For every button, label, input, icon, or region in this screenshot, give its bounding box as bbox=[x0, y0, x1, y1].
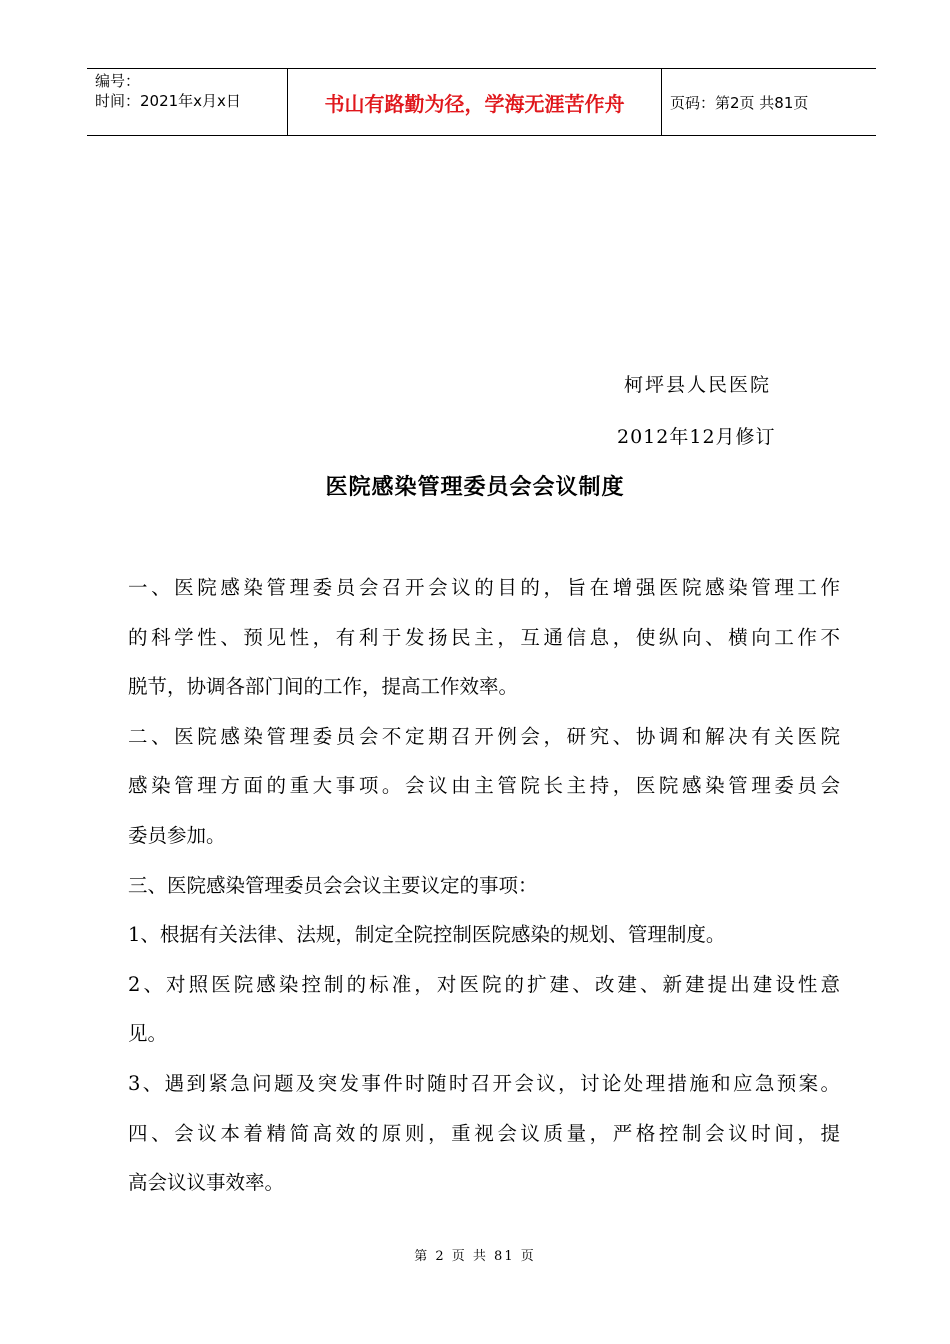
body-line: 一、医院感染管理委员会召开会议的目的，旨在增强医院感染管理工作 bbox=[128, 576, 840, 599]
body-line: 的科学性、预见性，有利于发扬民主，互通信息，使纵向、横向工作不 bbox=[128, 625, 840, 649]
body-line: 见。 bbox=[128, 1022, 168, 1046]
revision-date: 2012年12月修订 bbox=[617, 426, 776, 448]
header-meta bbox=[87, 69, 288, 135]
body-line: 二、医院感染管理委员会不定期召开例会，研究、协调和解决有关医院 bbox=[128, 724, 840, 748]
body-line: 四、会议本着精简高效的原则，重视会议质量，严格控制会议时间，提 bbox=[128, 1121, 840, 1145]
header-motto: 书山有路勤为径，学海无涯苦作舟 bbox=[288, 69, 662, 135]
document-time-label: 时间：2021年x月x日 bbox=[95, 92, 241, 110]
body-line: 委员参加。 bbox=[128, 823, 226, 847]
body-line: 高会议议事效率。 bbox=[128, 1171, 285, 1195]
header-page-number: 页码：第2页 共81页 bbox=[670, 93, 809, 112]
body-line: 感染管理方面的重大事项。会议由主管院长主持，医院感染管理委员会 bbox=[128, 774, 840, 798]
page-header bbox=[87, 68, 876, 136]
document-title: 医院感染管理委员会会议制度 bbox=[325, 475, 625, 500]
document-number-label: 编号： bbox=[95, 72, 141, 90]
body-line: 2、对照医院感染控制的标准，对医院的扩建、改建、新建提出建设性意 bbox=[128, 972, 840, 996]
body-line: 1、根据有关法律、法规，制定全院控制医院感染的规划、管理制度。 bbox=[128, 923, 726, 947]
organization-name: 柯坪县人民医院 bbox=[624, 374, 772, 396]
document-body bbox=[128, 563, 840, 1208]
body-line: 3、遇到紧急问题及突发事件时随时召开会议，讨论处理措施和应急预案。 bbox=[128, 1071, 840, 1095]
body-line: 脱节，协调各部门间的工作，提高工作效率。 bbox=[128, 675, 519, 699]
body-line: 三、医院感染管理委员会会议主要议定的事项： bbox=[128, 873, 538, 897]
page-footer: 第 2 页 共 81 页 bbox=[414, 1249, 536, 1264]
